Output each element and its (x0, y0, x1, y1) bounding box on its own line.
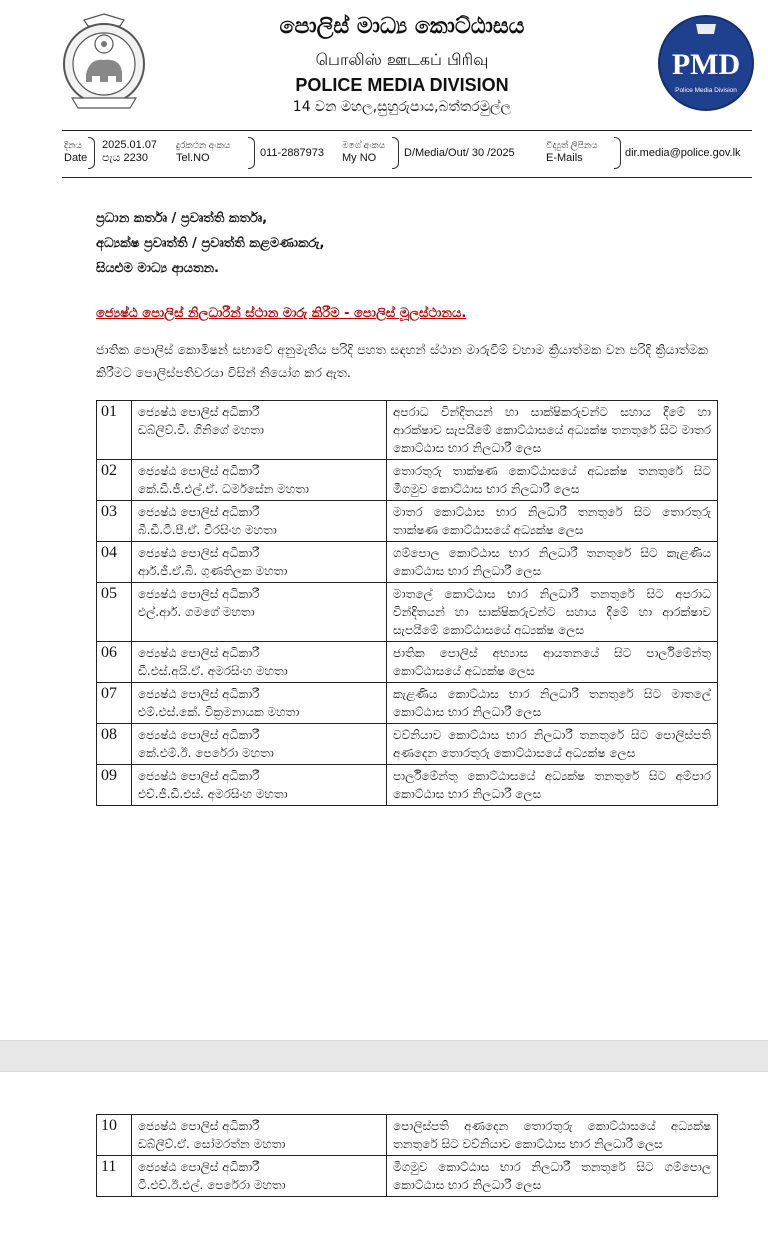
brace-divider (88, 137, 95, 169)
officer-cell (132, 642, 387, 683)
row-number: 05 (97, 583, 132, 642)
addressee-line: සියළුම මාධ්‍ය ආයතන. (96, 261, 219, 276)
date-value: 2025.01.07 පැය 2230 (102, 139, 158, 164)
page-separator (0, 1040, 768, 1072)
brace-divider (614, 137, 621, 169)
officer-rank: ජ්‍යෙෂ්ඨ පොලිස් අධිකාරී (138, 646, 260, 660)
officer-cell (132, 583, 387, 642)
table-row (97, 501, 718, 542)
transfer-description: ජාතික පොලිස් අභ්‍යාස ආයතනයේ සිට පාර්ලිමේන්තු කොට්ඨාසයේ අධ්‍යක්ෂ ලෙස (387, 642, 718, 683)
officer-name: බී.ඩී.ටී.පී.ඒ. වීරසිංහ මහතා (138, 523, 277, 537)
officer-cell (132, 401, 387, 460)
tel-value: 011-2887973 (260, 147, 325, 159)
officer-name: ටී.එච්.ඊ.එල්. පෙරේරා මහතා (138, 1178, 286, 1192)
table-row (97, 683, 718, 724)
officer-name: එල්.ආර්. ගමගේ මහතා (138, 605, 255, 619)
subject-heading: ජ්‍යෙෂ්ඨ පොලිස් නිලධාරීන් ස්ථාන මාරු කිරීම - පොලිස් මූලස්ථානය. (96, 306, 467, 321)
officer-cell (132, 1115, 387, 1156)
officer-name: කේ.ඩී.ජී.එල්.ඒ. ධර්මසේන මහතා (138, 482, 309, 496)
transfer-description: ගම්පොල කොට්ඨාස භාර නිලධාරී තනතුරේ සිට කැළණිය කොට්ඨාස භාර නිලධාරී ලෙස (387, 542, 718, 583)
row-number: 04 (97, 542, 132, 583)
row-number: 11 (97, 1156, 132, 1197)
row-number: 08 (97, 724, 132, 765)
header-address: 14 වන මහල,සුහුරුපාය,බත්තරමුල්ල (292, 99, 512, 115)
row-number: 10 (97, 1115, 132, 1156)
transfer-description: මාතර කොට්ඨාස භාර නිලධාරී තනතුරේ සිට තොරතුරු තාක්ෂණ කොට්ඨාසයේ අධ්‍යක්ෂ ලෙස (387, 501, 718, 542)
officer-name: කේ.එම්.ඊ. පෙරේරා මහතා (138, 746, 274, 760)
transfer-table (96, 400, 718, 806)
officer-cell (132, 1156, 387, 1197)
myno-value: D/Media/Out/ 30 /2025 (404, 147, 515, 159)
table-row (97, 642, 718, 683)
officer-name: එච්.ජී.ඩී.එස්. අමරසිංහ මහතා (138, 787, 288, 801)
officer-rank: ජ්‍යෙෂ්ඨ පොලිස් අධිකාරී (138, 587, 260, 601)
transfer-description: තොරතුරු තාක්ෂණ කොට්ඨාසයේ අධ්‍යක්ෂ තනතුරේ සිට මීගමුව කොට්ඨාස භාර නිලධාරී ලෙස (387, 460, 718, 501)
email-label: විද්‍යුත් ලිපිනය E-Mails (546, 140, 598, 164)
officer-rank: ජ්‍යෙෂ්ඨ පොලිස් අධිකාරී (138, 1160, 260, 1174)
officer-rank: ජ්‍යෙෂ්ඨ පොලිස් අධිකාරී (138, 546, 260, 560)
officer-rank: ජ්‍යෙෂ්ඨ පොලිස් අධිකාරී (138, 687, 260, 701)
row-number: 07 (97, 683, 132, 724)
officer-rank: ජ්‍යෙෂ්ඨ පොලිස් අධිකාරී (138, 464, 260, 478)
email-value: dir.media@police.gov.lk (625, 147, 741, 159)
transfer-description: පාර්ලිමේන්තු කොට්ඨාසයේ අධ්‍යක්ෂ තනතුරේ සිට අම්පාර කොට්ඨාස භාර නිලධාරී ලෙස (387, 765, 718, 806)
myno-label: මගේ අංකය My NO (342, 140, 386, 164)
officer-cell (132, 542, 387, 583)
table-row (97, 765, 718, 806)
officer-rank: ජ්‍යෙෂ්ඨ පොලිස් අධිකාරී (138, 505, 260, 519)
officer-name: ඩී.එස්.අයි.ඒ. අමරසිංහ මහතා (138, 664, 288, 678)
officer-cell (132, 765, 387, 806)
pmd-logo-subtext: Police Media Division (675, 87, 737, 94)
transfer-description: මීගමුව කොට්ඨාස භාර නිලධාරී තනතුරේ සිට ගම්පොල කොට්ඨාස භාර නිලධාරී ලෙස (387, 1156, 718, 1197)
row-number: 06 (97, 642, 132, 683)
header-title-sinhala: පොලිස් මාධ්‍ය කොට්ඨාසය (279, 14, 525, 39)
addressee-line: ප්‍රධාන කර්තෘ / ප්‍රවෘත්ති කර්තෘ, (96, 211, 268, 226)
pmd-logo-text: PMD (671, 48, 741, 81)
officer-rank: ජ්‍යෙෂ්ඨ පොලිස් අධිකාරී (138, 769, 260, 783)
reference-strip (62, 130, 752, 178)
addressee-line: අධ්‍යක්ෂ ප්‍රවෘත්ති / ප්‍රවෘත්ති කළමණාකරු, (96, 236, 325, 251)
transfer-description: පොලිස්පති අණදෙන තොරතුරු කොට්ඨාසයේ අධ්‍යක්ෂ තනතුරේ සිට වව්නියාව කොට්ඨාස භාර නිලධාරී ලෙස (387, 1115, 718, 1156)
table-row (97, 401, 718, 460)
officer-rank: ජ්‍යෙෂ්ඨ පොලිස් අධිකාරී (138, 1119, 260, 1133)
officer-rank: ජ්‍යෙෂ්ඨ පොලිස් අධිකාරී (138, 728, 260, 742)
officer-name: ඩබ්ලිව්.ඒ. සෝමරත්න මහතා (138, 1137, 286, 1151)
tel-label: දුරකථන අංකය Tel.NO (176, 140, 231, 164)
officer-cell (132, 501, 387, 542)
officer-cell (132, 460, 387, 501)
row-number: 03 (97, 501, 132, 542)
pmd-logo-icon (654, 14, 758, 112)
officer-cell (132, 683, 387, 724)
row-number: 01 (97, 401, 132, 460)
brace-divider (392, 137, 399, 169)
table-row (97, 542, 718, 583)
transfer-description: කැළණිය කොට්ඨාස භාර නිලධාරී තනතුරේ සිට මාතලේ කොට්ඨාස භාර නිලධාරී ලෙස (387, 683, 718, 724)
table-row (97, 583, 718, 642)
officer-rank: ජ්‍යෙෂ්ඨ පොලිස් අධිකාරී (138, 405, 260, 419)
transfer-description: මාතලේ කොට්ඨාස භාර නිලධාරී තනතුරේ සිට අපරාධ වින්දිතයන් හා සාක්ෂිකරුවන්ට සහාය දීමේ හා ආරක්ෂාව සැපයීමේ කොට්ඨාසයේ අධ්‍යක්ෂ ලෙස (387, 583, 718, 642)
header-title-english: POLICE MEDIA DIVISION (295, 75, 509, 95)
table-row (97, 1115, 718, 1156)
police-crest-icon (58, 8, 150, 116)
header-title-tamil: பொலிஸ் ஊடகப் பிரிவு (315, 50, 489, 69)
officer-cell (132, 724, 387, 765)
addressee-block (96, 206, 324, 281)
transfer-table-continued (96, 1114, 718, 1197)
intro-paragraph: ජාතික පොලිස් කොමිෂන් සභාවේ අනුමැතිය පරිදි පහත සඳහන් ස්ථාන මාරුවීම් වහාම ක්‍රියාත්මක වන පරිදි ක්‍රියාත්මක කිරීමට පොලිස්පතිවරයා විසින් නියෝග කර ඇත. (96, 342, 708, 380)
row-number: 09 (97, 765, 132, 806)
officer-name: ආර්.ජී.ඒ.බී. ගුණතිලක මහතා (138, 564, 288, 578)
date-label: දිනය Date (64, 140, 88, 164)
brace-divider (248, 137, 255, 169)
transfer-description: අපරාධ වින්දිතයන් හා සාක්ෂිකරුවන්ට සහාය දීමේ හා ආරක්ෂාව සැපයීමේ කොට්ඨාසයේ අධ්‍යක්ෂ තනතුරේ සිට මාතර කොට්ඨාස භාර නිලධාරී ලෙස (387, 401, 718, 460)
table-row (97, 724, 718, 765)
document-page-2 (0, 1072, 768, 1244)
officer-name: ඩබ්ලිව්.වී. ගිනිගේ මහතා (138, 423, 264, 437)
transfer-description: වව්නියාව කොට්ඨාස භාර නිලධාරී තනතුරේ සිට පොලිස්පති අණදෙන තොරතුරු කොට්ඨාසයේ අධ්‍යක්ෂ ලෙස (387, 724, 718, 765)
row-number: 02 (97, 460, 132, 501)
table-row (97, 460, 718, 501)
officer-name: එම්.එස්.කේ. වික්‍රමනායක මහතා (138, 705, 300, 719)
table-row (97, 1156, 718, 1197)
